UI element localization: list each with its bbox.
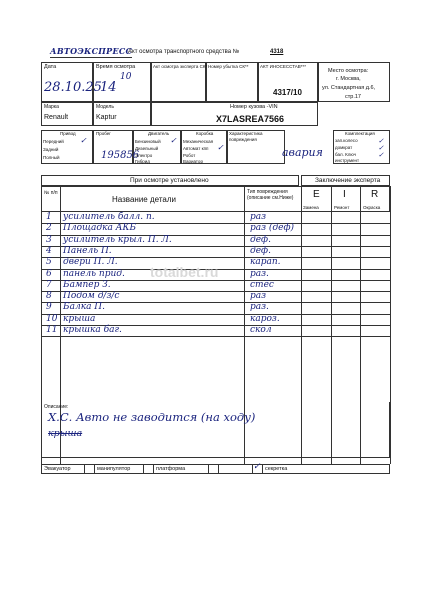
place-label: Место осмотра: — [328, 68, 369, 74]
col-i: I — [343, 189, 346, 200]
kit-item-3: бал. Ключ — [335, 152, 356, 157]
time-label: Время осмотра — [96, 64, 136, 70]
gearbox-item-4: Вариатор — [183, 159, 203, 164]
place-line2: ул. Стандартная д.6, — [322, 85, 376, 91]
row-number: 5 — [46, 257, 52, 268]
drive-check-mark: ✓ — [80, 136, 87, 145]
place-line1: г. Москва, — [336, 76, 361, 82]
inst-value: 4317/10 — [273, 88, 302, 97]
damage-label: Характеристика повреждения — [229, 131, 263, 142]
mileage-label: Пробег — [96, 131, 111, 136]
row-part-name: усилитель балл. п. — [63, 212, 155, 222]
kit-check-2: ✓ — [378, 144, 384, 152]
row-number: 7 — [46, 279, 52, 290]
row-part-name: двери П. Л. — [63, 257, 118, 268]
row-number: 6 — [46, 268, 52, 279]
col-no: № п/п — [44, 190, 58, 196]
drive-item-2: Задний — [43, 147, 59, 152]
evac-label-3: платформа — [156, 466, 186, 472]
row-damage-type: деф. — [250, 245, 271, 256]
row-damage-type: стёс — [250, 279, 274, 290]
col-r-sub: Окраска — [363, 205, 381, 210]
kit-check-1: ✓ — [378, 137, 384, 145]
row-part-name: Балка П. — [63, 302, 106, 313]
row-damage-type: раз. — [250, 302, 269, 313]
row-part-name: Бампер З. — [63, 279, 111, 290]
row-damage-type: раз — [250, 212, 267, 222]
company-logo: АВТОЭКСПРЕСС — [50, 46, 133, 56]
gearbox-item-1: Механическая — [183, 139, 214, 144]
row-damage-type: раз (деф) — [250, 223, 294, 234]
evac-label-4: секретка — [265, 466, 288, 472]
vin-value: X7LASREA7566 — [216, 114, 285, 124]
engine-item-1: Бензиновый — [135, 139, 161, 144]
watermark: totalbet.ru — [150, 264, 219, 280]
vin-label: Номер кузова -VIN — [230, 104, 278, 110]
engine-item-4: Гибрид — [135, 159, 150, 164]
gearbox-item-2: Автомат кпп — [183, 146, 209, 151]
row-part-name: крыша — [63, 313, 96, 324]
evac-label-1: Эвакуатор — [44, 466, 71, 472]
drive-label: Привод — [60, 131, 76, 136]
time-minutes: 10 — [120, 72, 132, 82]
loss-label: Номер убытка СК** — [208, 64, 249, 69]
row-number: 11 — [46, 325, 58, 335]
kit-item-2: домкрат — [335, 145, 353, 150]
model-label: Модель — [96, 104, 114, 110]
date-value: 28.10.25 — [44, 80, 102, 95]
drive-item-3: Полный — [43, 155, 60, 160]
row-number: 2 — [46, 223, 52, 234]
row-damage-type: раз. — [250, 268, 269, 279]
kit-check-3: ✓ — [378, 151, 384, 159]
kit-item-4: инструмент — [335, 158, 360, 163]
engine-label: Двигатель — [148, 131, 170, 136]
date-label: Дата — [44, 64, 57, 70]
drive-item-1: Передний — [43, 139, 64, 144]
row-damage-type: скол — [250, 325, 272, 335]
row-damage-type: раз — [250, 291, 267, 302]
description-line2: крыша — [48, 428, 83, 439]
description-line1: Х.С. Авто не заводится (на ходу) — [48, 410, 256, 424]
model-value: Kaptur — [96, 114, 117, 121]
gearbox-item-3: Робот — [183, 153, 196, 158]
row-number: 10 — [46, 313, 58, 324]
row-number: 8 — [46, 291, 52, 302]
row-damage-type: карап. — [250, 257, 281, 268]
exam-label: Акт осмотра эксперта СК* — [153, 64, 208, 69]
inst-label: АКТ ИНОСЕССТАВ*** — [260, 64, 307, 69]
row-part-name: панель прид. — [63, 268, 125, 279]
form-title: Акт осмотра транспортного средства № — [128, 49, 240, 55]
engine-item-3: Электро — [135, 153, 153, 158]
place-line3: стр.17 — [345, 94, 361, 100]
row-number: 3 — [46, 234, 52, 245]
col-r: R — [371, 189, 379, 200]
row-part-name: крышка баг. — [63, 325, 122, 335]
row-number: 1 — [46, 212, 52, 222]
col-name: Название детали — [112, 195, 176, 204]
mileage-value: 195856 — [101, 150, 140, 161]
row-part-name: Панель П. — [63, 245, 112, 256]
row-damage-type: деф. — [250, 234, 271, 245]
row-part-name: усилитель крыл. П. Л. — [63, 234, 172, 245]
row-damage-type: кароз. — [250, 313, 280, 324]
form-number: 4318 — [270, 49, 284, 55]
evac-check-mark: ✓ — [253, 462, 261, 472]
conclusion-label: Заключение эксперта — [315, 177, 381, 184]
description-label: Описание: — [44, 404, 69, 410]
findings-label: При осмотре установлено — [130, 177, 209, 184]
row-part-name: Площадка АКБ — [63, 223, 137, 234]
time-hours: 14 — [100, 80, 117, 95]
engine-check-mark: ✓ — [170, 136, 177, 145]
col-i-sub: Ремонт — [334, 205, 350, 210]
damage-value: авария — [282, 146, 323, 159]
make-value: Renault — [44, 114, 69, 121]
gearbox-check-mark: ✓ — [217, 143, 224, 152]
col-type: Тип повреждения (описание см.Ниже) — [247, 189, 294, 201]
engine-item-2: Дизельный — [135, 146, 159, 151]
row-part-name: Подом д/з/с — [63, 291, 120, 302]
kit-item-1: зап.колесо — [335, 138, 358, 143]
col-e: E — [313, 189, 320, 200]
kit-label: Комплектация — [345, 131, 375, 136]
gearbox-label: Коробка — [196, 131, 214, 136]
make-label: Марка — [44, 104, 59, 110]
evac-label-2: манипулятор — [97, 466, 131, 472]
col-e-sub: Замена — [303, 205, 319, 210]
row-number: 4 — [46, 245, 52, 256]
row-number: 9 — [46, 302, 52, 313]
